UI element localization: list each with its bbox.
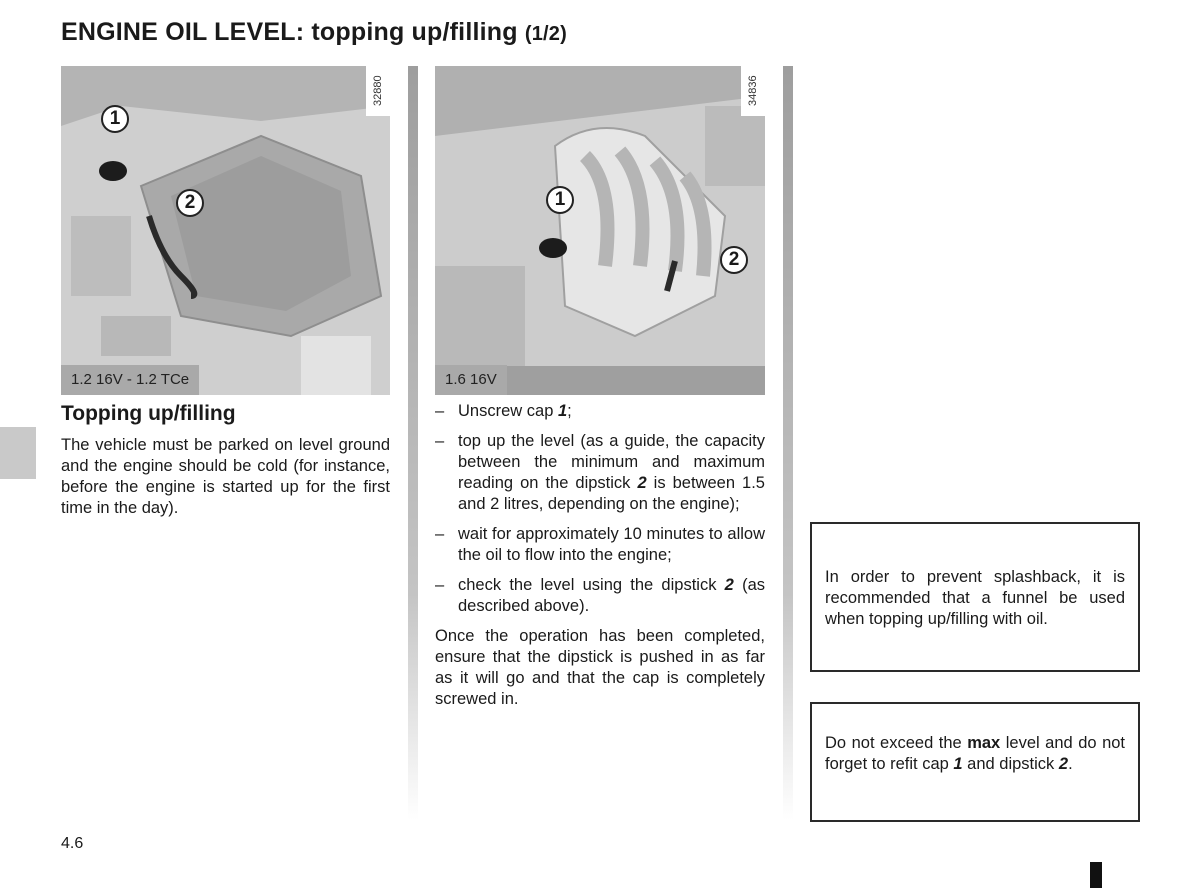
column-divider-right [783,66,793,820]
section-heading: Topping up/filling [61,402,236,425]
callout-1-dipstick: 2 [176,189,204,217]
steps-list [435,401,765,617]
page-edge-mark [1090,862,1102,888]
figure-caption-1: 1.2 16V - 1.2 TCe [61,365,199,395]
step-2: – top up the level (as a guide, the capacity between the minimum and maximum reading on the dipstick 2 is between 1.5 and 2 litres, depending on the engine); [435,432,765,513]
closing-paragraph: Once the operation has been completed, ensure that the dipstick is pushed in as far as it will go and that the cap is completely screwed in. [435,627,765,708]
page-title [61,18,567,47]
callout-2-cap: 1 [546,186,574,214]
step-dash: – [435,525,445,543]
step-dash: – [435,402,445,420]
page-number: 4.6 [61,835,84,852]
step-dash: – [435,576,445,594]
step-3: – wait for approximately 10 minutes to allow the oil to flow into the engine; [435,525,765,564]
callout-1-cap: 1 [101,105,129,133]
note-max-level [810,702,1140,822]
engine-photo-2 [435,66,765,395]
figure-ref-2: 34836 [741,66,765,116]
step-dash: – [435,432,445,450]
note-max-text: Do not exceed the max level and do not forget to refit cap 1 and dipstick 2. [825,734,1126,773]
note-splashback [810,522,1140,672]
steps-column [435,401,765,710]
step-1: – Unscrew cap 1; [435,402,572,420]
section-topping-up [61,402,390,519]
intro-paragraph: The vehicle must be parked on level ground and the engine should be cold (for instance, before the engine is started up for the first time in the day). [61,436,390,517]
title-main: ENGINE OIL LEVEL: topping up/filling [61,18,518,46]
column-divider-left [408,66,418,820]
chapter-tab [0,427,36,479]
step-4: – check the level using the dipstick 2 (as described above). [435,576,765,615]
figure-ref-1: 32880 [366,66,390,116]
title-part: (1/2) [524,23,567,45]
callout-2-dipstick: 2 [720,246,748,274]
note-splashback-text: In order to prevent splashback, it is recommended that a funnel be used when topping up/filling with oil. [825,568,1125,628]
figure-caption-2: 1.6 16V [435,365,507,395]
